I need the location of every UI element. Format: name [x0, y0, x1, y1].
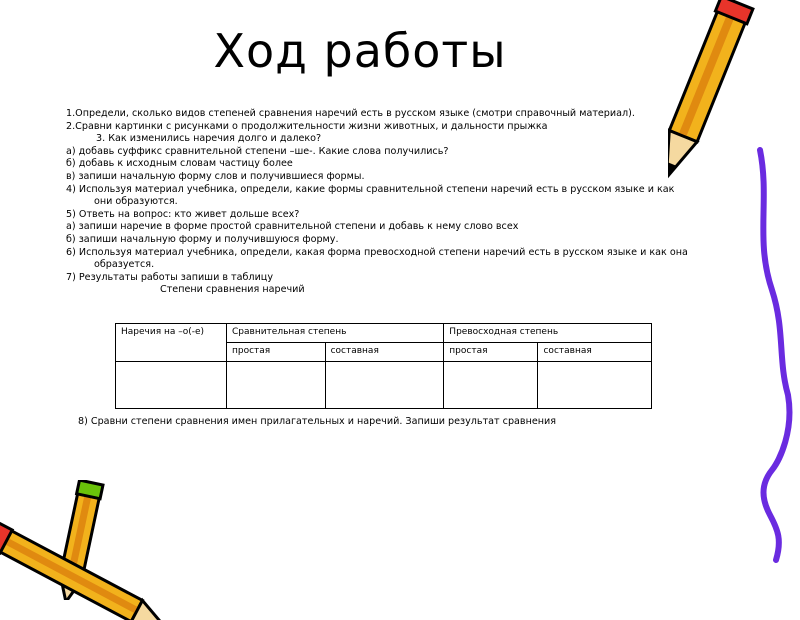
table-cell[interactable] [325, 362, 444, 409]
subheader-compound: составная [538, 343, 652, 362]
table-cell[interactable] [227, 362, 326, 409]
instructions-text [66, 108, 726, 297]
instruction-line: б) добавь к исходным словам частицу более [66, 158, 293, 170]
table-caption: Степени сравнения наречий [160, 284, 305, 296]
subheader-simple: простая [227, 343, 326, 362]
task-8-text: 8) Сравни степени сравнения имен прилагательных и наречий. Запиши результат сравнения [78, 416, 557, 427]
instruction-line: в) запиши начальную форму слов и получившиеся формы. [66, 170, 365, 182]
instruction-line: 7) Результаты работы запиши в таблицу [66, 271, 274, 283]
instruction-line: 6) Используя материал учебника, определи, какая форма превосходной степени наречий есть в русском языке и как она [66, 246, 688, 258]
instruction-line: образуется. [94, 259, 155, 271]
subheader-compound: составная [325, 343, 444, 362]
table-row [116, 362, 652, 409]
pencil-icon-right [668, 0, 788, 200]
instruction-line: 4) Используя материал учебника, определи, какие формы сравнительной степени наречий есть в русском языке и как [66, 183, 675, 195]
header-comparative: Сравнительная степень [227, 324, 444, 343]
instruction-line: 2.Сравни картинки с рисунками о продолжительности жизни животных, и дальности прыжка [66, 120, 548, 132]
instruction-line: а) добавь суффикс сравнительной степени –ше-. Какие слова получились? [66, 145, 449, 157]
subheader-simple: простая [444, 343, 538, 362]
instruction-line: 1.Определи, сколько видов степеней сравнения наречий есть в русском языке (смотри справочный материал). [66, 108, 635, 119]
instruction-line: 3. Как изменились наречия долго и далеко? [96, 133, 322, 145]
instruction-line: б) запиши начальную форму и получившуюся форму. [66, 233, 339, 245]
header-adverb: Наречия на –о(-е) [116, 324, 227, 362]
pencil-icon-bottom-left-orange [0, 500, 200, 620]
table-cell[interactable] [538, 362, 652, 409]
degrees-table [115, 323, 652, 409]
instruction-line: а) запиши наречие в форме простой сравнительной степени и добавь к нему слово всех [66, 221, 519, 233]
table-cell[interactable] [116, 362, 227, 409]
table-cell[interactable] [444, 362, 538, 409]
header-superlative: Превосходная степень [444, 324, 652, 343]
slide-title: Ход работы [213, 24, 507, 78]
instruction-line: они образуются. [94, 196, 178, 208]
instruction-line: 5) Ответь на вопрос: кто живет дольше всех? [66, 208, 300, 220]
table-header-row [116, 324, 652, 343]
